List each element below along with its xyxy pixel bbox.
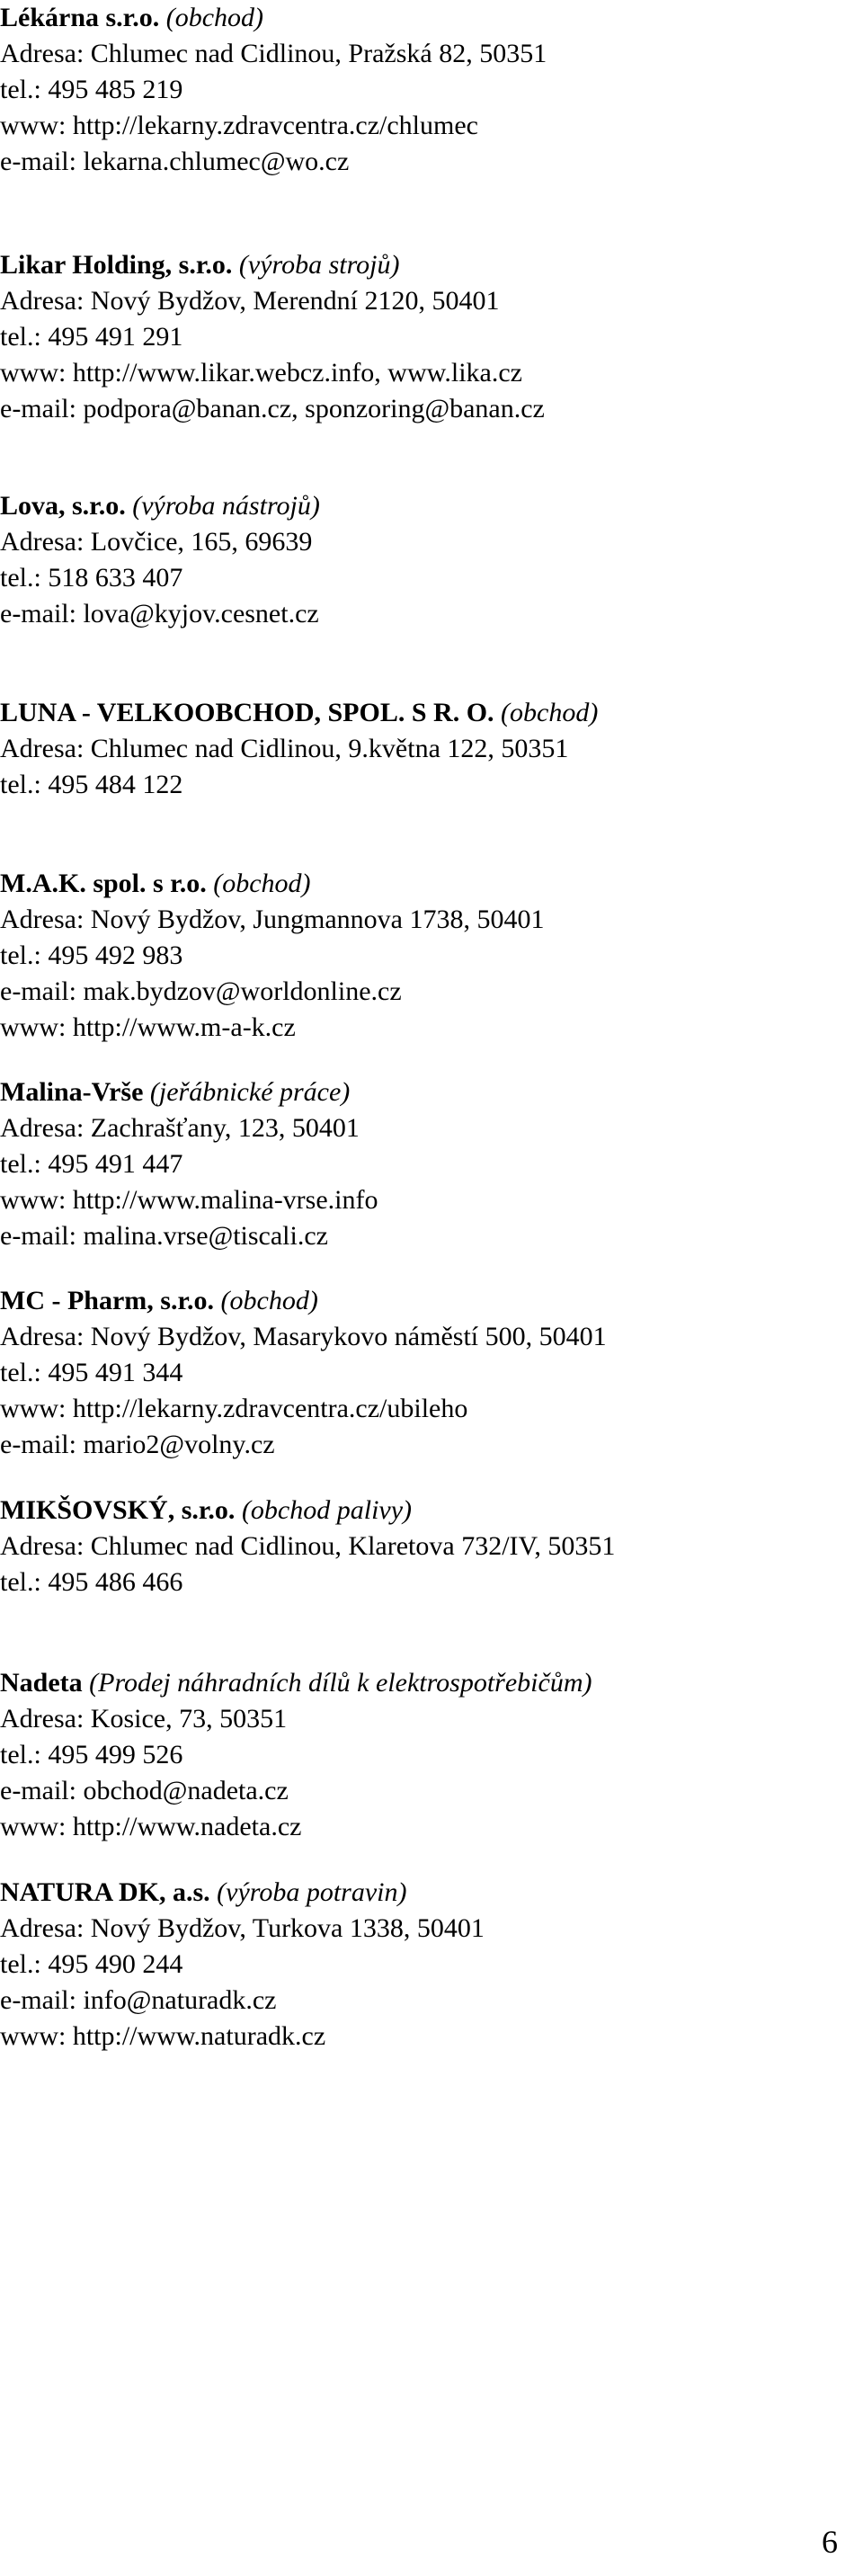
- email-line: e-mail: podpora@banan.cz, sponzoring@banan.cz: [0, 394, 545, 423]
- phone-line: tel.: 495 484 122: [0, 770, 183, 799]
- email-line: e-mail: mario2@volny.cz: [0, 1430, 275, 1459]
- company-name: Likar Holding, s.r.o.: [0, 250, 233, 280]
- address-line: Adresa: Nový Bydžov, Masarykovo náměstí 500, 50401: [0, 1322, 607, 1351]
- phone-line: tel.: 495 485 219: [0, 75, 183, 104]
- website-line: www: http://www.likar.webcz.info, www.lika.cz: [0, 358, 522, 388]
- directory-entry: [0, 1074, 378, 1254]
- website-line: www: http://lekarny.zdravcentra.cz/ubileho: [0, 1394, 468, 1423]
- company-name: M.A.K. spol. s r.o.: [0, 869, 207, 898]
- company-name: Malina-Vrše: [0, 1077, 144, 1107]
- directory-entry: [0, 1283, 607, 1463]
- directory-entry: [0, 247, 545, 427]
- company-category: (obchod palivy): [241, 1495, 413, 1525]
- email-line: e-mail: lekarna.chlumec@wo.cz: [0, 147, 350, 176]
- company-category: (jeřábnické práce): [149, 1077, 351, 1107]
- phone-line: tel.: 495 491 291: [0, 322, 183, 352]
- entry-heading: [0, 695, 598, 731]
- company-category: (obchod): [213, 869, 311, 898]
- company-category: (obchod): [501, 698, 599, 727]
- phone-line: tel.: 495 492 983: [0, 940, 183, 970]
- entry-heading: [0, 247, 545, 283]
- company-category: (Prodej náhradních dílů k elektrospotřebičům): [89, 1668, 592, 1698]
- company-category: (výroba nástrojů): [132, 491, 320, 521]
- directory-entry: [0, 695, 598, 803]
- email-line: e-mail: malina.vrse@tiscali.cz: [0, 1221, 328, 1251]
- company-name: Lékárna s.r.o.: [0, 3, 160, 32]
- directory-entry: [0, 1875, 485, 2055]
- company-name: LUNA - VELKOOBCHOD, SPOL. S R. O.: [0, 698, 494, 727]
- website-line: www: http://www.malina-vrse.info: [0, 1185, 378, 1215]
- address-line: Adresa: Zachrašťany, 123, 50401: [0, 1113, 360, 1143]
- address-line: Adresa: Kosice, 73, 50351: [0, 1704, 288, 1734]
- entry-heading: [0, 866, 544, 902]
- address-line: Adresa: Chlumec nad Cidlinou, 9.května 122, 50351: [0, 734, 569, 763]
- address-line: Adresa: Nový Bydžov, Jungmannova 1738, 50401: [0, 905, 545, 934]
- company-name: MC - Pharm, s.r.o.: [0, 1286, 215, 1315]
- entry-heading: [0, 1074, 378, 1110]
- directory-entry: [0, 488, 320, 632]
- website-line: www: http://www.nadeta.cz: [0, 1812, 302, 1841]
- phone-line: tel.: 518 633 407: [0, 563, 183, 593]
- company-name: Lova, s.r.o.: [0, 491, 126, 521]
- phone-line: tel.: 495 490 244: [0, 1949, 183, 1979]
- email-line: e-mail: lova@kyjov.cesnet.cz: [0, 599, 319, 628]
- company-category: (výroba strojů): [238, 250, 400, 280]
- email-line: e-mail: mak.bydzov@worldonline.cz: [0, 976, 402, 1006]
- website-line: www: http://www.naturadk.cz: [0, 2021, 326, 2051]
- directory-entry: [0, 1493, 615, 1600]
- address-line: Adresa: Lovčice, 165, 69639: [0, 527, 313, 557]
- address-line: Adresa: Chlumec nad Cidlinou, Pražská 82, 50351: [0, 39, 547, 68]
- company-name: NATURA DK, a.s.: [0, 1877, 210, 1907]
- company-category: (obchod): [165, 3, 264, 32]
- page-number: 6: [822, 2524, 838, 2560]
- company-name: Nadeta: [0, 1668, 83, 1698]
- entry-heading: [0, 1493, 615, 1529]
- address-line: Adresa: Nový Bydžov, Merendní 2120, 50401: [0, 286, 500, 316]
- entry-heading: [0, 1283, 607, 1319]
- company-category: (obchod): [220, 1286, 318, 1315]
- entry-heading: [0, 1665, 592, 1701]
- address-line: Adresa: Chlumec nad Cidlinou, Klaretova 732/IV, 50351: [0, 1531, 616, 1561]
- phone-line: tel.: 495 499 526: [0, 1740, 183, 1769]
- website-line: www: http://www.m-a-k.cz: [0, 1012, 296, 1042]
- entry-heading: [0, 488, 320, 524]
- directory-entry: [0, 866, 544, 1046]
- phone-line: tel.: 495 491 344: [0, 1358, 183, 1387]
- entry-heading: [0, 0, 547, 36]
- company-category: (výroba potravin): [217, 1877, 407, 1907]
- website-line: www: http://lekarny.zdravcentra.cz/chlumec: [0, 111, 478, 140]
- company-name: MIKŠOVSKÝ, s.r.o.: [0, 1495, 236, 1525]
- email-line: e-mail: obchod@nadeta.cz: [0, 1776, 289, 1805]
- phone-line: tel.: 495 486 466: [0, 1567, 183, 1597]
- directory-entry: [0, 1665, 592, 1845]
- entry-heading: [0, 1875, 485, 1911]
- email-line: e-mail: info@naturadk.cz: [0, 1985, 277, 2015]
- directory-entry: [0, 0, 547, 180]
- phone-line: tel.: 495 491 447: [0, 1149, 183, 1179]
- address-line: Adresa: Nový Bydžov, Turkova 1338, 50401: [0, 1913, 485, 1943]
